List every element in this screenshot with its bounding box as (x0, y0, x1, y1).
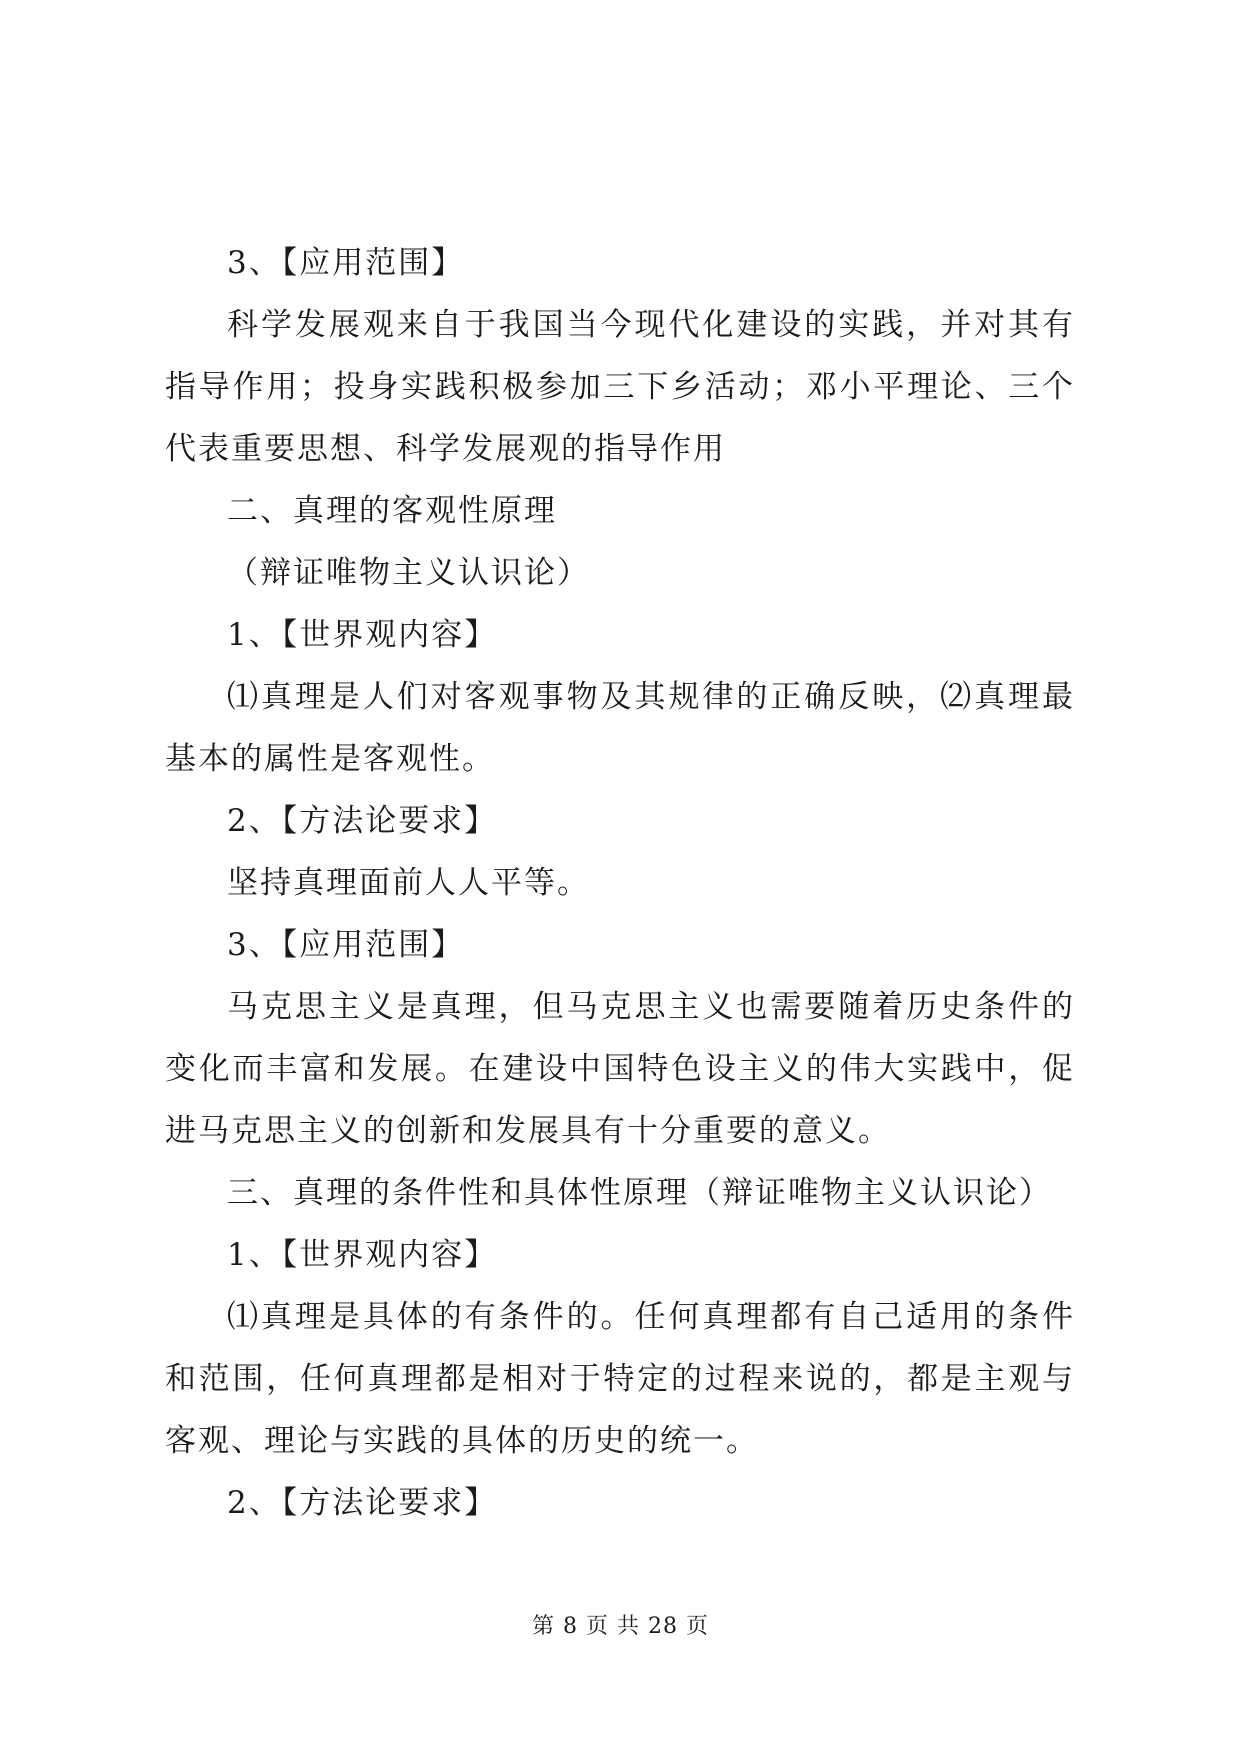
paragraph-scientific-development: 科学发展观来自于我国当今现代化建设的实践，并对其有指导作用；投身实践积极参加三下乡活动；邓小平理论、三个代表重要思想、科学发展观的指导作用 (165, 307, 1075, 467)
section-heading-methodology: 2、【方法论要求】 (227, 803, 498, 839)
document-body (165, 232, 1075, 1534)
chapter-heading-objectivity-of-truth: 二、真理的客观性原理 (227, 493, 557, 529)
subtitle-dialectical-materialism: （辩证唯物主义认识论） (227, 555, 590, 591)
chapter-heading-conditionality-of-truth: 三、真理的条件性和具体性原理（辩证唯物主义认识论） (227, 1175, 1052, 1211)
section-heading-worldview: 1、【世界观内容】 (227, 617, 498, 653)
section-heading-application-scope: 3、【应用范围】 (227, 245, 465, 281)
page-number-footer: 第 8 页 共 28 页 (532, 1614, 709, 1639)
paragraph-equality-before-truth: 坚持真理面前人人平等。 (227, 865, 590, 901)
section-heading-application-scope-2: 3、【应用范围】 (227, 927, 465, 963)
section-heading-worldview-2: 1、【世界观内容】 (227, 1237, 498, 1273)
paragraph-truth-definition: ⑴真理是人们对客观事物及其规律的正确反映，⑵真理最基本的属性是客观性。 (165, 679, 1075, 777)
paragraph-marxism-development: 马克思主义是真理，但马克思主义也需要随着历史条件的变化而丰富和发展。在建设中国特色设主义的伟大实践中，促进马克思主义的创新和发展具有十分重要的意义。 (165, 989, 1075, 1149)
paragraph-truth-conditions: ⑴真理是具体的有条件的。任何真理都有自己适用的条件和范围，任何真理都是相对于特定的过程来说的，都是主观与客观、理论与实践的具体的历史的统一。 (165, 1299, 1075, 1459)
section-heading-methodology-2: 2、【方法论要求】 (227, 1485, 498, 1521)
